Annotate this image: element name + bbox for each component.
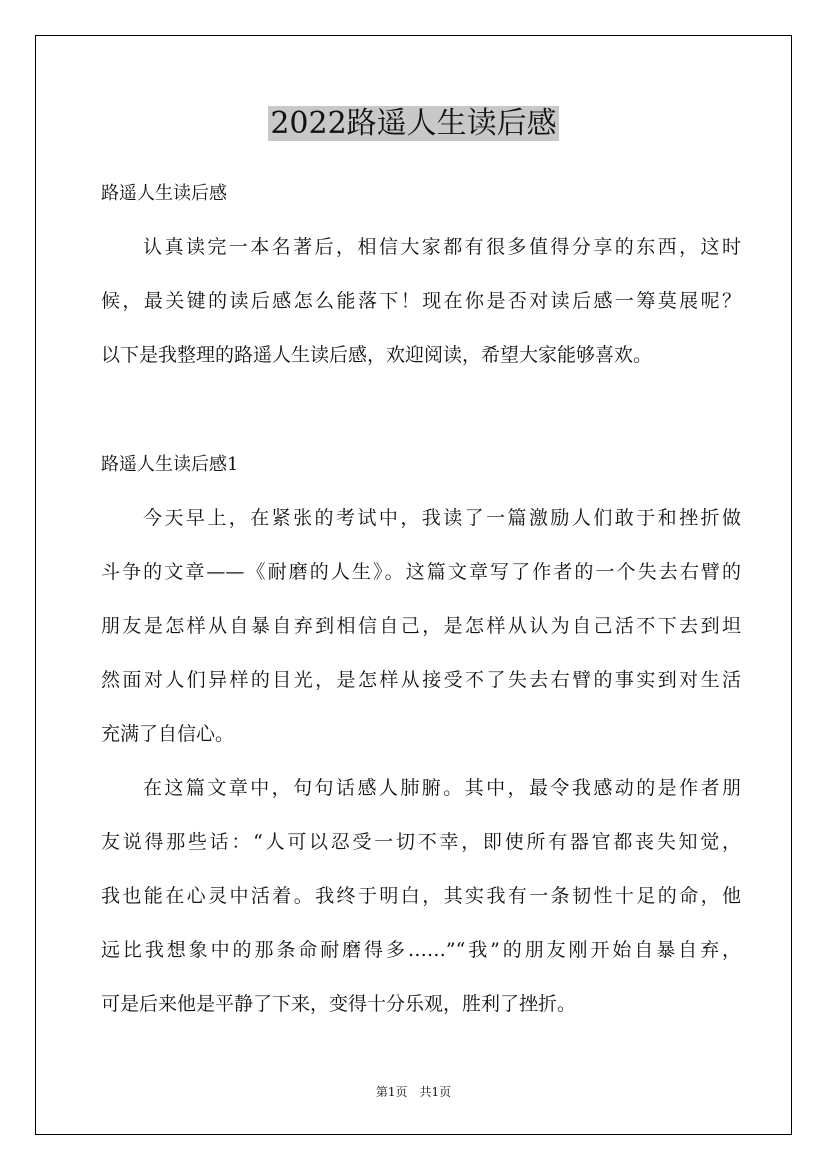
paragraph-line: 充满了自信心。 xyxy=(101,723,235,745)
page-footer: 第1页 共1页 xyxy=(375,1085,452,1099)
paragraph-line: 远比我想象中的那条命耐磨得多……”“我”的朋友刚开始自暴自弃， xyxy=(101,939,741,961)
paragraph-line: 朋友是怎样从自暴自弃到相信自己，是怎样从认为自己活不下去到坦 xyxy=(101,615,741,637)
paragraph-line: 候，最关键的读后感怎么能落下！现在你是否对读后感一筹莫展呢？ xyxy=(101,290,741,312)
paragraph-line: 以下是我整理的路遥人生读后感，欢迎阅读，希望大家能够喜欢。 xyxy=(101,344,653,366)
intro-paragraph xyxy=(101,220,741,382)
paragraph-line: 认真读完一本名著后，相信大家都有很多值得分享的东西，这时 xyxy=(143,236,741,258)
paragraph-line: 斗争的文章——《耐磨的人生》。这篇文章写了作者的一个失去右臂的 xyxy=(101,561,741,583)
section1-paragraph-1 xyxy=(101,491,741,761)
document-title-text: 2022路遥人生读后感 xyxy=(270,106,557,141)
section-heading: 路遥人生读后感1 xyxy=(101,454,239,475)
paragraph-line: 我也能在心灵中活着。我终于明白，其实我有一条韧性十足的命，他 xyxy=(101,885,741,907)
document-title xyxy=(0,104,827,144)
paragraph-line: 然面对人们异样的目光，是怎样从接受不了失去右臂的事实到对生活 xyxy=(101,669,741,691)
paragraph-line: 今天早上，在紧张的考试中，我读了一篇激励人们敢于和挫折做 xyxy=(143,507,741,529)
section1-paragraph-2 xyxy=(101,761,741,1031)
paragraph-line: 友说得那些话：“人可以忍受一切不幸，即使所有器官都丧失知觉， xyxy=(101,831,741,853)
paragraph-line: 可是后来他是平静了下来，变得十分乐观，胜利了挫折。 xyxy=(101,993,577,1015)
paragraph-line: 在这篇文章中，句句话感人肺腑。其中，最令我感动的是作者朋 xyxy=(143,777,741,799)
document-subtitle: 路遥人生读后感 xyxy=(101,183,227,204)
